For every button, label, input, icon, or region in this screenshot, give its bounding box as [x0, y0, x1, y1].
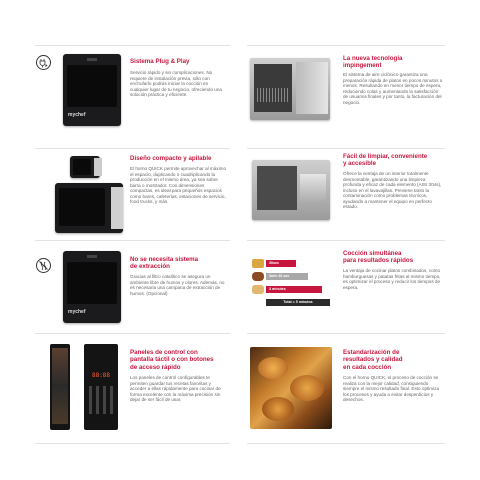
oven-side-panel: [94, 158, 102, 176]
title-line: No se necesita sistema: [130, 256, 199, 263]
section-title-compacto: Diseño compacto y apilable: [130, 155, 212, 162]
section-title-extraccion: [130, 256, 230, 271]
oven-window: [67, 262, 117, 304]
section-title-plug-play: Sistema Plug & Play: [130, 58, 190, 65]
oven-window: [73, 159, 91, 175]
timer-tag-3min40: 3min 40 sec: [266, 273, 308, 280]
roasted-chicken-image: [250, 347, 332, 429]
section-title-impingement: [343, 55, 443, 70]
oven-top-screen: [87, 255, 97, 258]
compact-oven-large-image: [55, 183, 123, 233]
divider-bottom-right: [247, 443, 445, 444]
section-body-extraccion: Gracias al filtro catalítico se asegura un ambiente libre de humos y olores. Además, no es necesaria una campana de extracción de humos. (Opcional): [130, 274, 225, 296]
touch-panel-image: [50, 344, 70, 430]
title-line: de extracción: [130, 263, 170, 271]
chicken-piece: [290, 375, 324, 401]
panel-display: 88:88: [91, 372, 111, 379]
oven-window: [59, 188, 105, 226]
oven-side-panel: [111, 187, 123, 229]
oven-open-cavity: [257, 166, 297, 210]
oven-rack: [257, 88, 289, 102]
bread-food-icon: [252, 285, 264, 294]
section-body-compacto: El horno QUICK permite aprovechar al máximo el espacio, duplicando o cuadriplicando la producción en el mismo área, ya sea sobre barra o mostrador. Con dimensiones compactas, es ideal para pequeños espacios como bares, cafeterías, estaciones de servicio, food trucks, y más.: [130, 166, 226, 204]
oven-top-screen: [87, 58, 97, 61]
divider-left-3: [35, 333, 230, 334]
title-line: resultados y calidad: [343, 356, 403, 364]
divider-bottom-left: [35, 443, 230, 444]
timer-tag-30sec: 30sec: [266, 260, 296, 267]
title-line: en cada cocción: [343, 363, 392, 371]
quick-oven-image: [63, 54, 121, 126]
button-panel-image: [84, 344, 118, 430]
oven-logo: mychef: [68, 309, 86, 315]
oven-door-open: [296, 62, 328, 114]
touch-screen: [52, 348, 68, 424]
chicken-piece: [258, 357, 288, 379]
title-line: de acceso rápido: [130, 363, 181, 371]
clean-oven-image: [252, 160, 330, 220]
simultaneous-cooking-image: [252, 251, 330, 311]
section-body-limpiar: Ofrece la ventaja de un interior totalmente desmontable, garantizando una limpieza profunda y eficaz de cada elemento (AISI 304s), incluso en el lavavajillas. Previene tanto la contaminación como problemas técnicos, ayudando a mantener el equipo en perfecto estado.: [343, 171, 442, 209]
section-body-plug-play: Servicio rápido y sin complicaciones. No requiere de instalación previa, sólo con enchufarlo podrás iniciar la cocción en cualquier lugar de tu negocio, ofreciendo una solución práctica y eficiente.: [130, 70, 222, 97]
oven-logo: mychef: [68, 112, 86, 118]
divider-top-right: [247, 45, 445, 46]
divider-right-2: [247, 240, 445, 241]
plug-icon: [36, 55, 51, 70]
chicken-piece: [262, 397, 294, 421]
fries-food-icon: [252, 259, 264, 268]
divider-right-1: [247, 148, 445, 149]
timer-tag-3min: 3 minutes: [266, 286, 322, 293]
title-line: Paneles de control con: [130, 349, 198, 356]
divider-top-left: [35, 45, 230, 46]
title-line: Fácil de limpiar, conveniente: [343, 153, 428, 160]
title-line: pantalla táctil o con botones: [130, 356, 214, 364]
title-line: Cocción simultánea: [343, 250, 402, 257]
section-title-paneles: [130, 349, 230, 371]
section-body-estandarizacion: Con el horno QUICK, el proceso de cocción se realiza con la mejor calidad, consiguiendo siempre el mismo resultado final. Esto optimiza los procesos y ayuda a evitar desperdicios y desechos.: [343, 375, 439, 402]
title-line: La nueva tecnología: [343, 55, 403, 62]
compact-oven-small-image: [70, 156, 100, 178]
section-title-estandarizacion: [343, 349, 443, 371]
title-line: impingement: [343, 62, 382, 70]
impingement-oven-image: [250, 58, 330, 120]
title-line: Estandarización de: [343, 349, 400, 356]
divider-left-2: [35, 240, 230, 241]
oven-removable-tray: [300, 174, 326, 204]
panel-buttons: [89, 386, 113, 414]
divider-left-1: [35, 148, 230, 149]
extraction-oven-image: [63, 251, 121, 323]
no-smoke-icon: [36, 258, 51, 273]
section-body-simultanea: La ventaja de cocinar platos combinados, como hamburguesas y patatas fritas al mismo tiempo, es optimizar el proceso y reducir los tiempos de espera.: [343, 268, 441, 290]
section-body-paneles: Los paneles de control configurables te permiten guardar tus recetas favoritas y acceder a ellas rápidamente para cocinar de forma excelente con la máxima precisión sin dejar de ser fácil de usar.: [130, 375, 221, 402]
total-time-bar: Total = 5 minutos: [266, 299, 330, 306]
title-line: y accesible: [343, 160, 377, 168]
divider-right-3: [247, 333, 445, 334]
oven-window: [67, 65, 117, 107]
section-title-simultanea: [343, 250, 443, 265]
title-line: para resultados rápidos: [343, 257, 414, 265]
burger-food-icon: [252, 272, 264, 281]
section-title-limpiar: [343, 153, 445, 168]
section-body-impingement: El sistema de aire ciclónico garantiza una preparación rápida de platos en pocos minutos o menos. Resultando en menor tiempo de espera, reduciendo colas y aumentando la satisfacción de usuarios finales y por tanto, la facturación del negocio.: [343, 72, 443, 105]
